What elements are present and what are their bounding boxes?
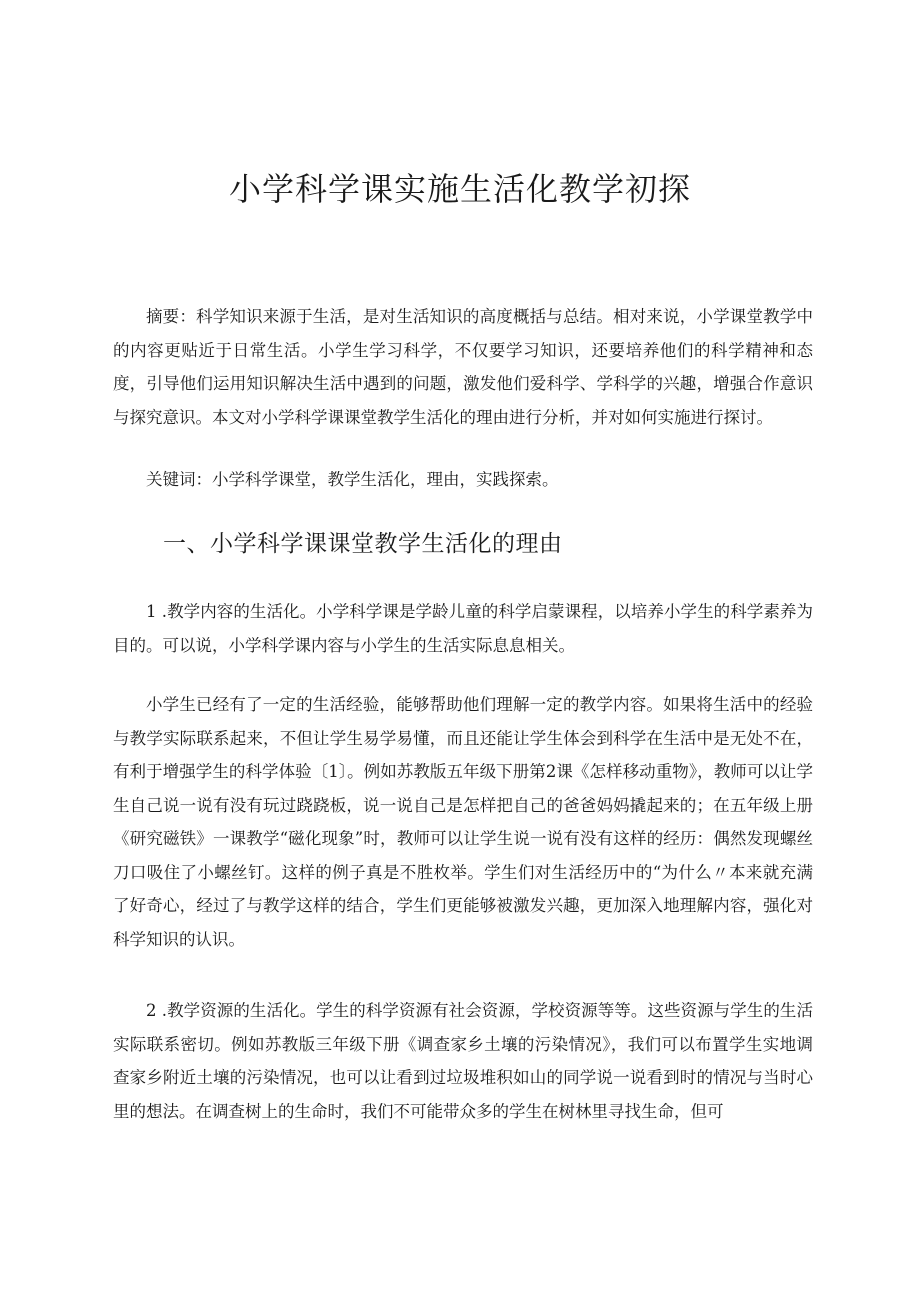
keywords-paragraph: 关键词：小学科学课堂，教学生活化，理由，实践探索。 bbox=[146, 470, 559, 489]
body-paragraph-1: 小学生已经有了一定的生活经验，能够帮助他们理解一定的教学内容。如果将生活中的经验与教学实际联系起来，不但让学生易学易懂，而且还能让学生体会到科学在生活中是无处不在，有利于增强学生的科学体验〔1〕。例如苏教版五年级下册第2课《怎样移动重物》，教师可以让学生自己说一说有没有玩过跷跷板，说一说自己是怎样把自己的爸爸妈妈撬起来的；在五年级上册《研究磁铁》一课教学“磁化现象”时，教师可以让学生说一说有没有这样的经历：偶然发现螺丝刀口吸住了小螺丝钉。这样的例子真是不胜枚举。学生们对生活经历中的“为什么〃本来就充满了好奇心，经过了与教学这样的结合，学生们更能够被激发兴趣，更加深入地理解内容，强化对科学知识的认识。 bbox=[113, 695, 813, 949]
section-heading-1: 一、小学科学课课堂教学生活化的理由 bbox=[163, 531, 563, 557]
abstract-paragraph: 摘要：科学知识来源于生活，是对生活知识的高度概括与总结。相对来说，小学课堂教学中的内容更贴近于日常生活。小学生学习科学，不仅要学习知识，还要培养他们的科学精神和态度，引导他们运用知识解决生活中遇到的问题，激发他们爱科学、学科学的兴趣，增强合作意识与探究意识。本文对小学科学课课堂教学生活化的理由进行分析，并对如何实施进行探讨。 bbox=[113, 307, 813, 427]
numbered-item-1: 1 .教学内容的生活化。小学科学课是学龄儿童的科学启蒙课程，以培养小学生的科学素养为目的。可以说，小学科学课内容与小学生的生活实际息息相关。 bbox=[113, 602, 813, 655]
document-title: 小学科学课实施生活化教学初探 bbox=[228, 170, 691, 208]
numbered-item-2: 2 .教学资源的生活化。学生的科学资源有社会资源，学校资源等等。这些资源与学生的生活实际联系密切。例如苏教版三年级下册《调查家乡土壤的污染情况》，我们可以布置学生实地调查家乡附近土壤的污染情况，也可以让看到过垃圾堆积如山的同学说一说看到时的情况与当时心里的想法。在调查树上的生命时，我们不可能带众多的学生在树林里寻找生命，但可 bbox=[113, 1001, 813, 1121]
